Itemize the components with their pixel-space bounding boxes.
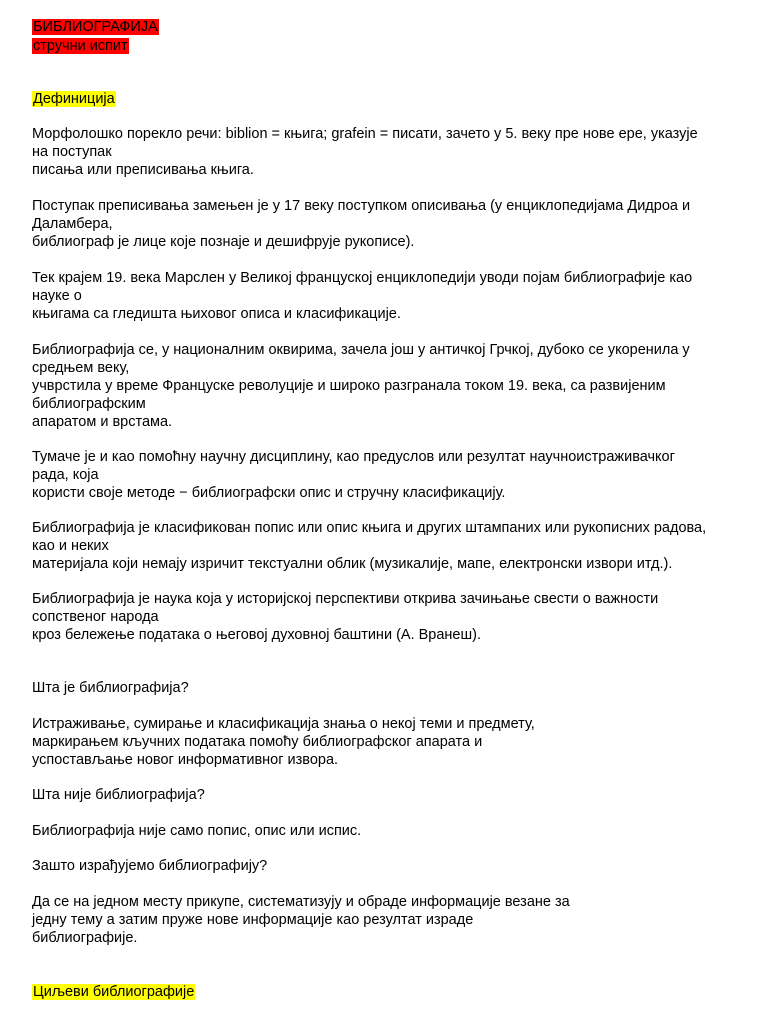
paragraph-line: Библиографија се, у националним оквирима, зачела још у античкој Грчкој, дубоко се укоренила у bbox=[32, 342, 690, 358]
paragraph-line: апаратом и врстама. bbox=[32, 414, 173, 430]
answer-line: Библиографија није само попис, опис или испис. bbox=[32, 823, 362, 839]
paragraph-line: науке о bbox=[32, 288, 82, 304]
question-what-is: Шта је библиографија? bbox=[32, 680, 189, 696]
paragraph-line: Поступак преписивања замењен је у 17 веку поступком описивања (у енциклопедијама Дидроа и bbox=[32, 198, 691, 214]
answer-line: Да се на једном месту прикупе, систематизују и обраде информације везане за bbox=[32, 894, 570, 910]
paragraph-line: Даламбера, bbox=[32, 216, 113, 232]
paragraph-line: Морфолошко порекло речи: biblion = књига; grafein = писати, зачето у 5. веку пре нове ере, указује bbox=[32, 126, 698, 142]
document-subtitle: стручни испит bbox=[33, 38, 128, 54]
paragraph-line: средњем веку, bbox=[32, 360, 130, 376]
answer-line: успостављање новог информативног извора. bbox=[32, 752, 339, 768]
answer-line: једну тему а затим пруже нове информације као резултат израде bbox=[32, 912, 474, 928]
paragraph-line: кроз бележење података о његовој духовној баштини (А. Вранеш). bbox=[32, 627, 481, 643]
section-heading-goals: Циљеви библиографије bbox=[33, 984, 195, 1000]
paragraph-line: Тек крајем 19. века Марслен у Великој француској енциклопедији уводи појам библиографије као bbox=[32, 270, 693, 286]
paragraph-line: рада, која bbox=[32, 467, 99, 483]
question-why: Зашто израђујемо библиографију? bbox=[32, 858, 268, 874]
document-title: БИБЛИОГРАФИЈА bbox=[33, 19, 158, 35]
paragraph-line: библиографским bbox=[32, 396, 146, 412]
paragraph-line: као и неких bbox=[32, 538, 109, 554]
answer-line: маркирањем кључних података помоћу библиографског апарата и bbox=[32, 734, 483, 750]
paragraph-line: библиограф је лице које познаје и дешифрује рукописе). bbox=[32, 234, 415, 250]
paragraph-line: писања или преписивања књига. bbox=[32, 162, 254, 178]
paragraph-line: Тумаче је и као помоћну научну дисциплину, као предуслов или резултат научноистраживачког bbox=[32, 449, 675, 465]
answer-line: библиографије. bbox=[32, 930, 138, 946]
question-what-is-not: Шта није библиографија? bbox=[32, 787, 205, 803]
paragraph-line: користи своје методе − библиографски опис и стручну класификацију. bbox=[32, 485, 506, 501]
section-heading-definition: Дефиниција bbox=[33, 91, 115, 107]
answer-line: Истраживање, сумирање и класификација знања о некој теми и предмету, bbox=[32, 716, 535, 732]
paragraph-line: књигама са гледишта њиховог описа и класификације. bbox=[32, 306, 401, 322]
paragraph-line: Библиографија је класификован попис или опис књига и других штампаних или рукописних радова, bbox=[32, 520, 707, 536]
paragraph-line: сопственог народа bbox=[32, 609, 159, 625]
paragraph-line: материјала који немају изричит текстуални облик (музикалије, мапе, електронски извори итд.). bbox=[32, 556, 673, 572]
paragraph-line: учврстила у време Француске револуције и широко разгранала током 19. века, са развијеним bbox=[32, 378, 666, 394]
paragraph-line: на поступак bbox=[32, 144, 112, 160]
paragraph-line: Библиографија је наука која у историјској перспективи открива зачињање свести о важности bbox=[32, 591, 659, 607]
